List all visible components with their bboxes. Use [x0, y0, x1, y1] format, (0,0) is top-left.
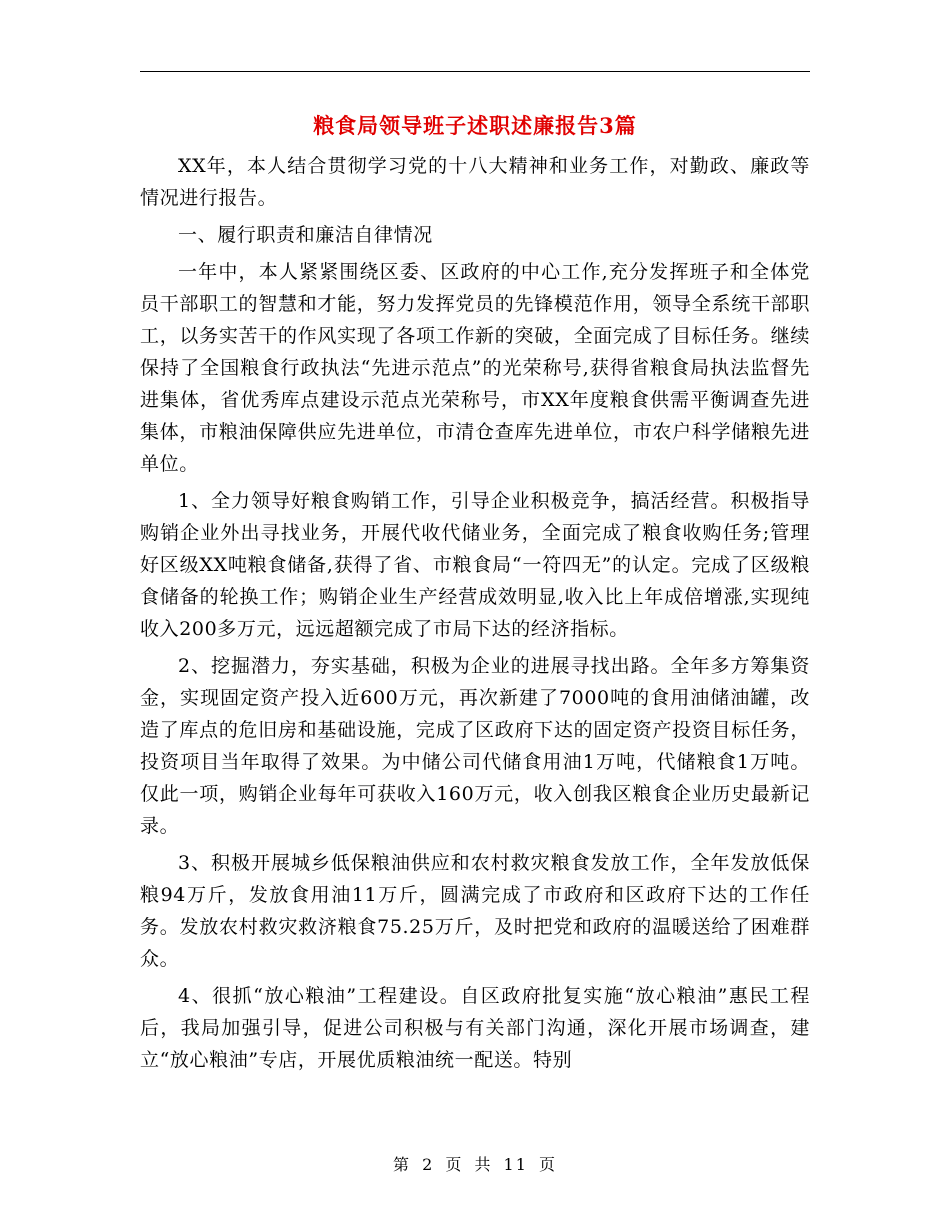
page-number: 第 2 页 共 11 页	[393, 1155, 557, 1174]
document-title: 粮食局领导班子述职述廉报告3篇	[313, 113, 637, 138]
paragraph-overview: 一年中，本人紧紧围绕区委、区政府的中心工作,充分发挥班子和全体党员干部职工的智慧和才能，努力发挥党员的先锋模范作用，领导全系统干部职工，以务实苦干的作风实现了各项工作新的突破，全面完成了目标任务。继续保持了全国粮食行政执法“先进示范点”的光荣称号,获得省粮食局执法监督先进集体，省优秀库点建设示范点光荣称号，市XX年度粮食供需平衡调查先进集体，市粮油保障供应先进单位，市清仓查库先进单位，市农户科学储粮先进单位。	[140, 261, 810, 475]
paragraph-item-2: 2、挖掘潜力，夯实基础，积极为企业的进展寻找出路。全年多方筹集资金，实现固定资产投入近600万元，再次新建了7000吨的食用油储油罐，改造了库点的危旧房和基础设施，完成了区政府下达的固定资产投资目标任务，投资项目当年取得了效果。为中储公司代储食用油1万吨，代储粮食1万吨。仅此一项，购销企业每年可获收入160万元，收入创我区粮食企业历史最新记录。	[140, 655, 810, 837]
header-rule	[140, 71, 810, 72]
paragraph-item-4: 4、很抓“放心粮油”工程建设。自区政府批复实施“放心粮油”惠民工程后，我局加强引导，促进公司积极与有关部门沟通，深化开展市场调查，建立“放心粮油”专店，开展优质粮油统一配送。特别	[140, 985, 810, 1071]
paragraph-intro: XX年，本人结合贯彻学习党的十八大精神和业务工作，对勤政、廉政等情况进行报告。	[140, 155, 810, 209]
section-heading: 一、履行职责和廉洁自律情况	[178, 224, 433, 246]
document-body	[140, 150, 810, 1081]
paragraph-item-3: 3、积极开展城乡低保粮油供应和农村救灾粮食发放工作，全年发放低保粮94万斤，发放食用油11万斤，圆满完成了市政府和区政府下达的工作任务。发放农村救灾救济粮食75.25万斤，及时把党和政府的温暖送给了困难群众。	[140, 852, 810, 970]
paragraph-item-1: 1、全力领导好粮食购销工作，引导企业积极竞争，搞活经营。积极指导购销企业外出寻找业务，开展代收代储业务，全面完成了粮食收购任务;管理好区级XX吨粮食储备,获得了省、市粮食局“一符四无”的认定。完成了区级粮食储备的轮换工作；购销企业生产经营成效明显,收入比上年成倍增涨,实现纯收入200多万元，远远超额完成了市局下达的经济指标。	[140, 490, 810, 640]
